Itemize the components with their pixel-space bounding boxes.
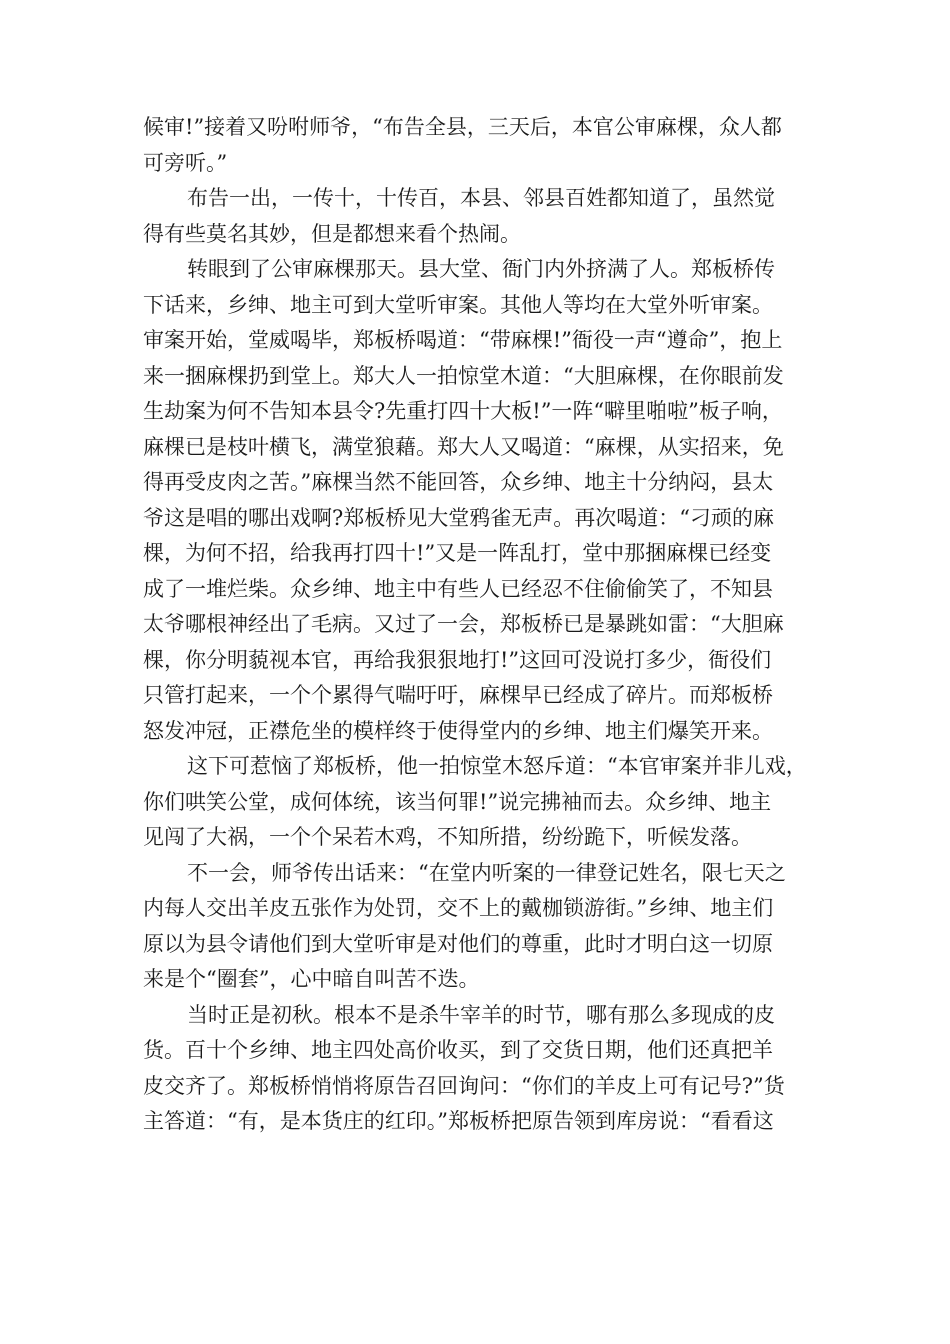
text-line: 得再受皮肉之苦。”麻棵当然不能回答，众乡绅、地主十分纳闷，县太: [143, 470, 774, 494]
text-line: 布告一出，一传十，十传百，本县、邻县百姓都知道了，虽然觉: [187, 186, 775, 210]
text-line: 下话来，乡绅、地主可到大堂听审案。其他人等均在大堂外听审案。: [143, 292, 773, 317]
text-line: 怒发冲冠，正襟危坐的模样终于使得堂内的乡绅、地主们爆笑开来。: [143, 718, 773, 743]
text-line: 见闯了大祸，一个个呆若木鸡，不知所措，纷纷跪下，听候发落。: [143, 825, 752, 849]
text-line: 皮交齐了。郑板桥悄悄将原告召回询问：“你们的羊皮上可有记号?”货: [143, 1073, 785, 1098]
text-line: 当时正是初秋。根本不是杀牛宰羊的时节，哪有那么多现成的皮: [187, 1002, 775, 1027]
text-line: 货。百十个乡绅、地主四处高价收买，到了交货日期，他们还真把羊: [143, 1038, 773, 1062]
text-line: 主答道：“有，是本货庄的红印。”郑板桥把原告领到库房说：“看看这: [143, 1109, 774, 1133]
text-line: 来是个“圈套”，心中暗自叫苦不迭。: [143, 967, 480, 991]
text-line: 成了一堆烂柴。众乡绅、地主中有些人已经忍不住偷偷笑了，不知县: [143, 576, 773, 601]
text-line: 生劫案为何不告知本县令?先重打四十大板!”一阵“噼里啪啦”板子响，: [143, 399, 783, 423]
text-line: 棵，为何不招，给我再打四十!”又是一阵乱打，堂中那捆麻棵已经变: [143, 541, 772, 565]
text-line: 候审!”接着又吩咐师爷，“布告全县，三天后，本官公审麻棵，众人都: [143, 115, 782, 139]
text-line: 可旁听。”: [143, 150, 228, 175]
text-line: 你们哄笑公堂，成何体统，该当何罪!”说完拂袖而去。众乡绅、地主: [143, 789, 772, 814]
text-line: 原以为县令请他们到大堂听审是对他们的尊重，此时才明白这一切原: [143, 931, 773, 956]
text-line: 得有些莫名其妙，但是都想来看个热闹。: [143, 221, 521, 246]
text-line: 转眼到了公审麻棵那天。县大堂、衙门内外挤满了人。郑板桥传: [187, 257, 775, 281]
text-line: 只管打起来，一个个累得气喘吁吁，麻棵早已经成了碎片。而郑板桥: [143, 683, 773, 707]
text-line: 内每人交出羊皮五张作为处罚，交不上的戴枷锁游街。”乡绅、地主们: [143, 896, 774, 920]
text-line: 爷这是唱的哪出戏啊?郑板桥见大堂鸦雀无声。再次喝道：“刁顽的麻: [143, 505, 774, 530]
text-line: 太爷哪根神经出了毛病。又过了一会，郑板桥已是暴跳如雷：“大胆麻: [143, 612, 784, 636]
document-body: [143, 110, 823, 1140]
text-line: 这下可惹恼了郑板桥，他一拍惊堂木怒斥道：“本官审案并非儿戏，: [187, 754, 807, 778]
text-line: 麻棵已是枝叶横飞，满堂狼藉。郑大人又喝道：“麻棵，从实招来，免: [143, 434, 784, 459]
text-line: 不一会，师爷传出话来：“在堂内听案的一律登记姓名，限七天之: [187, 860, 786, 885]
text-line: 来一捆麻棵扔到堂上。郑大人一拍惊堂木道：“大胆麻棵，在你眼前发: [143, 363, 784, 388]
text-line: 审案开始，堂威喝毕，郑板桥喝道：“带麻棵!”衙役一声“遵命”，抱上: [143, 328, 783, 352]
text-line: 棵，你分明藐视本官，再给我狠狠地打!”这回可没说打多少，衙役们: [143, 647, 772, 672]
